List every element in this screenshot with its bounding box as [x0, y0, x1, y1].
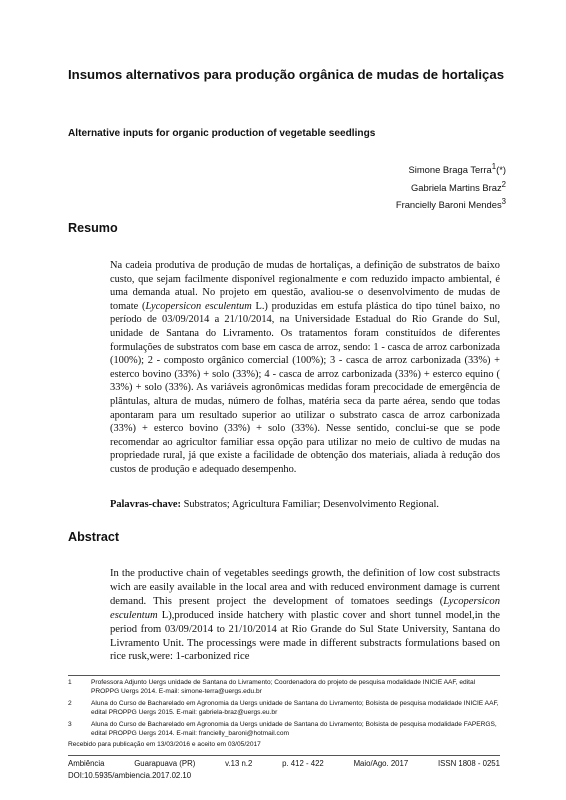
journal-location: Guarapuava (PR) [134, 759, 196, 768]
journal-footer [68, 759, 500, 768]
abstract-text-start: In the productive chain of vegetables seedings growth, the definition of low cost substracts wich are easily available in the local area and with reduced environment damage is current demand. This present project the development of tomatoes seedings ( [110, 568, 500, 607]
footnote-3 [68, 720, 500, 738]
abstract-paragraph [110, 567, 500, 664]
keywords-list: Substratos; Agricultura Familiar; Desenvolvimento Regional. [180, 499, 439, 510]
author-mark: 3 [501, 197, 506, 207]
author-name: Gabriela Martins Braz [410, 181, 502, 193]
journal-name: Ambiência [68, 759, 105, 768]
journal-date: Maio/Ago. 2017 [353, 759, 409, 768]
author-mark: 2 [501, 179, 506, 189]
received-date-note: Recebido para publicação em 13/03/2016 e aceito em 03/05/2017 [68, 741, 261, 748]
footnote-divider [68, 675, 500, 676]
doi-link[interactable]: DOI:10.5935/ambiencia.2017.02.10 [68, 771, 192, 780]
author-mark: 1 [491, 162, 497, 171]
species-name: Lycopersicon esculentum [145, 300, 252, 312]
keywords-label: Palavras-chave: [110, 499, 181, 510]
footnote-number: 1 [68, 679, 72, 686]
footnote-number: 2 [68, 700, 72, 707]
journal-issn: ISSN 1808 - 0251 [438, 759, 500, 768]
author-name: Francielly Baroni Mendes [395, 199, 502, 211]
keywords-line [110, 498, 500, 512]
author-list [396, 160, 506, 213]
footnote-text: Aluna do Curso de Bacharelado em Agronomia da Uergs unidade de Santana do Livramento; Bolsista de pesquisa modalidade INICIE AAF, edital PROPPG Uergs 2015. E-mail: gabriela-braz@uergs.eu.br [91, 700, 499, 717]
resumo-text-end: L.) produzidas em estufa plástica do tipo túnel baixo, no período de 03/09/2014 a 21/10/2014, na Universidade Estadual do Rio Grande do Sul, unidade de Santana do Livramento. Os tratamentos foram constituídos de diferentes formulações de substratos com base em casca de arroz, sendo: 1 - casca de arroz carbonizada (100%); 2 - composto orgânico comercial (100%); 3 - casca de arroz carbonizada (33%) + esterco bovino (33%) + solo (33%); 4 - casca de arroz carbonizada (33%) + esterco equino ( 33%) + solo (33%). As variáveis agronômicas medidas foram precocidade de emergência de plântulas, altura de mudas, número de folhas, matéria seca da parte aérea, sendo que todas apontaram para um resultado superior ao utilizar o substrato casca de arroz carbonizada (33%) + esterco bovino (33%) + solo (33%). Nesse sentido, conclui-se que se pode recomendar ao agricultor familiar essa opção para utilizar no meio de cultivo de mudas na propriedade rural, já que existe a facilidade de obtenção dos materiais, aliada à redução dos custos de produção e adequado desempenho. [110, 300, 500, 475]
corresponding-mark: (*) [496, 164, 506, 176]
footnote-text: Aluna do Curso de Bacharelado em Agronomia da Uergs unidade de Santana do Livramento; Bolsista de pesquisa modalidade FAPERGS, edital PROPPG Uergs 2014. E-mail: francielly_baroni@hotmail.com [91, 721, 497, 738]
author-1 [396, 160, 506, 178]
footnote-1 [68, 678, 500, 696]
author-3 [396, 195, 506, 213]
journal-pages: p. 412 - 422 [282, 759, 324, 768]
article-subtitle: Alternative inputs for organic production of vegetable seedlings [68, 128, 376, 139]
article-title: Insumos alternativos para produção orgânica de mudas de hortaliças [68, 67, 505, 82]
footnote-number: 3 [68, 721, 72, 728]
abstract-heading: Abstract [68, 530, 120, 544]
footnote-text: Professora Adjunto Uergs unidade de Santana do Livramento; Coordenadora do projeto de pesquisa modalidade INICIE AAF, edital PROPPG Uergs 2014. E-mail: simone-terra@uergs.edu.br [91, 679, 476, 696]
footnote-2 [68, 699, 500, 717]
abstract-text-end: L),produced inside hatchery with plastic cover and short tunnel model,in the period from 03/09/2014 to 21/10/2014 at Rio Grande do Sul State University, Santana do Livramento Unit. The processings were made in different substracts formulations based on rice rusk,were: 1-carbonized rice [110, 609, 500, 663]
author-2 [396, 178, 506, 196]
resumo-paragraph [110, 259, 500, 477]
resumo-heading: Resumo [68, 221, 118, 235]
footer-divider [68, 755, 500, 756]
species-name: Lycopersicon esculentum [110, 595, 500, 621]
author-name: Simone Braga Terra [408, 164, 492, 176]
journal-volume: v.13 n.2 [225, 759, 253, 768]
resumo-text-start: Na cadeia produtiva de produção de mudas de hortaliças, a definição de substratos de baixo custo, que sejam facilmente disponível regionalmente e com reduzido impacto ambiental, é uma demanda atual. No projeto em questão, avaliou-se o desenvolvimento de mudas de tomate ( [110, 260, 500, 312]
